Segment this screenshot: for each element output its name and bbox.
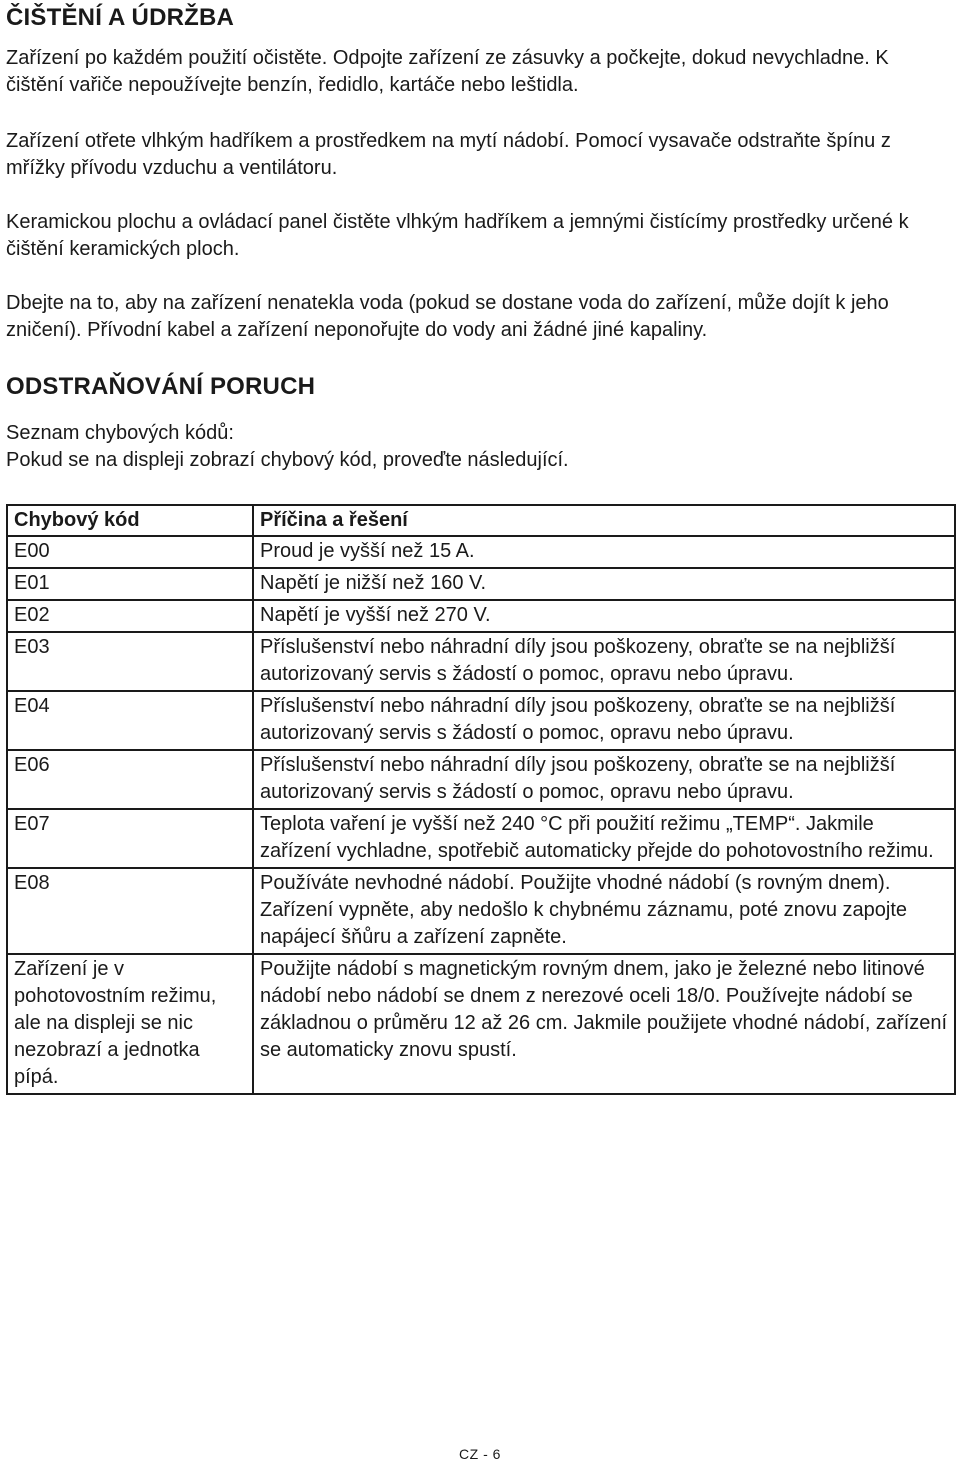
error-cause-cell: Napětí je nižší než 160 V. bbox=[253, 568, 955, 600]
table-row bbox=[7, 809, 955, 868]
error-cause-cell: Použijte nádobí s magnetickým rovným dnem, jako je železné nebo litinové nádobí nebo nádobí se dnem z nerezové oceli 18/0. Používejte nádobí se základnou o průměru 12 až 26 cm. Jakmile použijete vhodné nádobí, zařízení se automaticky znovu spustí. bbox=[253, 954, 955, 1094]
column-header-cause: Příčina a řešení bbox=[253, 505, 955, 536]
table-row bbox=[7, 536, 955, 568]
page-number: CZ - 6 bbox=[459, 1446, 501, 1462]
error-code-cell: E02 bbox=[7, 600, 253, 632]
error-cause-cell: Příslušenství nebo náhradní díly jsou poškozeny, obraťte se na nejbližší autorizovaný servis s žádostí o pomoc, opravu nebo úpravu. bbox=[253, 691, 955, 750]
error-code-cell: E03 bbox=[7, 632, 253, 691]
table-row bbox=[7, 868, 955, 954]
error-code-cell: E01 bbox=[7, 568, 253, 600]
table-header-row bbox=[7, 505, 955, 536]
error-code-cell: E06 bbox=[7, 750, 253, 809]
table-row bbox=[7, 600, 955, 632]
cleaning-paragraph: Keramickou plochu a ovládací panel čistěte vlhkým hadříkem a jemnými čistícímy prostředky určené k čištění keramických ploch. bbox=[6, 211, 909, 260]
column-header-code: Chybový kód bbox=[7, 505, 253, 536]
table-row bbox=[7, 750, 955, 809]
table-row bbox=[7, 691, 955, 750]
cleaning-paragraph: Zařízení otřete vlhkým hadříkem a prostředkem na mytí nádobí. Pomocí vysavače odstraňte špínu z mřížky přívodu vzduchu a ventilátoru. bbox=[6, 130, 891, 179]
error-codes-intro: Seznam chybových kódů: bbox=[6, 422, 234, 444]
table-row bbox=[7, 632, 955, 691]
error-code-cell: E07 bbox=[7, 809, 253, 868]
error-code-table bbox=[6, 504, 956, 1095]
error-cause-cell: Příslušenství nebo náhradní díly jsou poškozeny, obraťte se na nejbližší autorizovaný servis s žádostí o pomoc, opravu nebo úpravu. bbox=[253, 632, 955, 691]
error-cause-cell: Napětí je vyšší než 270 V. bbox=[253, 600, 955, 632]
error-cause-cell: Proud je vyšší než 15 A. bbox=[253, 536, 955, 568]
error-code-cell: E08 bbox=[7, 868, 253, 954]
cleaning-paragraph: Dbejte na to, aby na zařízení nenatekla voda (pokud se dostane voda do zařízení, může dojít k jeho zničení). Přívodní kabel a zařízení neponořujte do vody ani žádné jiné kapaliny. bbox=[6, 292, 889, 341]
error-cause-cell: Používáte nevhodné nádobí. Použijte vhodné nádobí (s rovným dnem). Zařízení vypněte, aby nedošlo k chybnému záznamu, poté znovu zapojte napájecí šňůru a zařízení zapněte. bbox=[253, 868, 955, 954]
cleaning-heading: ČIŠTĚNÍ A ÚDRŽBA bbox=[6, 4, 235, 31]
cleaning-paragraph: Zařízení po každém použití očistěte. Odpojte zařízení ze zásuvky a počkejte, dokud nevychladne. K čištění vařiče nepoužívejte benzín, ředidlo, kartáče nebo leštidla. bbox=[6, 47, 889, 96]
error-code-cell: E04 bbox=[7, 691, 253, 750]
troubleshooting-heading: ODSTRAŇOVÁNÍ PORUCH bbox=[6, 373, 316, 400]
table-row bbox=[7, 568, 955, 600]
error-code-cell: E00 bbox=[7, 536, 253, 568]
error-code-cell: Zařízení je v pohotovostním režimu, ale na displeji se nic nezobrazí a jednotka pípá. bbox=[7, 954, 253, 1094]
table-row bbox=[7, 954, 955, 1094]
error-cause-cell: Teplota vaření je vyšší než 240 °C při použití režimu „TEMP“. Jakmile zařízení vychladne, spotřebič automaticky přejde do pohotovostního režimu. bbox=[253, 809, 955, 868]
error-codes-instruction: Pokud se na displeji zobrazí chybový kód, proveďte následující. bbox=[6, 449, 569, 471]
error-cause-cell: Příslušenství nebo náhradní díly jsou poškozeny, obraťte se na nejbližší autorizovaný servis s žádostí o pomoc, opravu nebo úpravu. bbox=[253, 750, 955, 809]
